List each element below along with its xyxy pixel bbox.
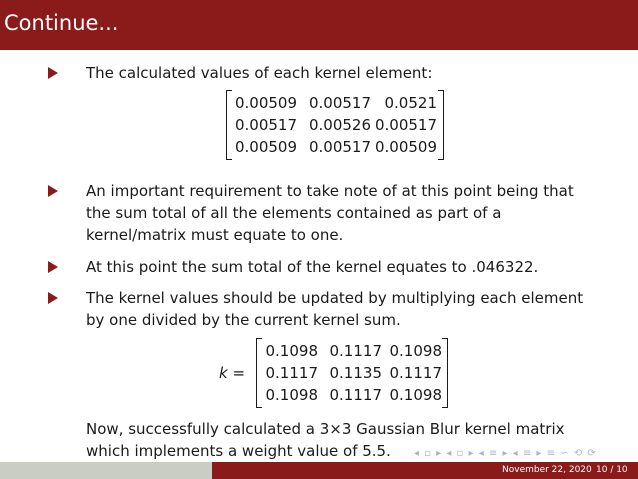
bullet-3-text: At this point the sum total of the kernel equates to .046322. (86, 258, 539, 276)
footer (0, 462, 638, 479)
bullet-arrow-icon (48, 292, 58, 304)
matrix-1-cell: 0.00517 (374, 116, 437, 134)
beamer-nav-icons[interactable]: ◂ ▫ ▸ ◂ ▫ ▸ ◂ ≡ ▸ ◂ ≡ ▸ ≡ ∽ ⟲ ⟳ (414, 448, 597, 459)
bullet-1 (62, 62, 602, 84)
bullet-arrow-icon (48, 67, 58, 79)
footer-page-number: 10 / 10 (596, 465, 628, 475)
footer-left-band (0, 462, 212, 479)
matrix-2-cell: 0.1117 (329, 386, 382, 404)
matrix-2-cell: 0.1117 (389, 364, 442, 382)
matrix-1-cell: 0.00509 (234, 94, 297, 112)
matrix-1-cell: 0.00509 (374, 138, 437, 156)
footer-date: November 22, 2020 (502, 465, 592, 475)
bullet-2 (62, 180, 602, 246)
bullet-arrow-icon (48, 185, 58, 197)
matrix-2-cell: 0.1098 (389, 342, 442, 360)
matrix-2-right-bracket (442, 338, 448, 408)
matrix-2-cell: 0.1135 (329, 364, 382, 382)
bullet-3 (62, 256, 602, 278)
bullet-4-text: The kernel values should be updated by multiplying each element by one divided by the current kernel sum. (86, 289, 584, 329)
footer-right-band (212, 462, 638, 479)
bullet-arrow-icon (48, 261, 58, 273)
matrix-2-left-bracket (256, 338, 262, 408)
bullet-4 (62, 287, 602, 331)
matrix-2-cell: 0.1098 (389, 386, 442, 404)
matrix-1-cell: 0.00509 (234, 138, 297, 156)
slide-title: Continue... (4, 11, 119, 35)
matrix-1-cell: 0.0521 (384, 94, 437, 112)
matrix-1-cell: 0.00517 (308, 94, 371, 112)
matrix-1-cell: 0.00526 (308, 116, 371, 134)
matrix-2-cell: 0.1098 (265, 386, 318, 404)
matrix-1-cell: 0.00517 (308, 138, 371, 156)
matrix-1 (226, 92, 444, 158)
matrix-1-right-bracket (438, 90, 444, 160)
matrix-2-cell: 0.1098 (265, 342, 318, 360)
kernel-label: k = (219, 364, 246, 382)
bullet-2-text: An important requirement to take note of at this point being that the sum total of all the elements contained as part of a kernel/matrix must equate to one. (86, 182, 574, 244)
matrix-2-cell: 0.1117 (329, 342, 382, 360)
matrix-2 (256, 340, 448, 406)
bullet-1-text: The calculated values of each kernel element: (86, 64, 433, 82)
matrix-2-cell: 0.1117 (265, 364, 318, 382)
title-bar (0, 0, 638, 50)
conclusion-text: Now, successfully calculated a 3×3 Gaussian Blur kernel matrix which implements a weight value of 5.5. (86, 420, 565, 460)
matrix-1-cell: 0.00517 (234, 116, 297, 134)
matrix-1-left-bracket (226, 90, 232, 160)
